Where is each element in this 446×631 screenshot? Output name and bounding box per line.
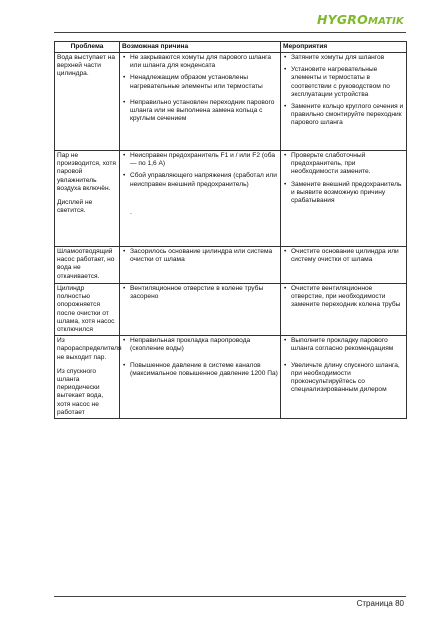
cause-item: • Сбой управляющего напряжения (сработал или неисправен внешний предохранитель) bbox=[122, 172, 278, 188]
troubleshooting-table bbox=[54, 41, 407, 419]
problem-text: Вода выступает на верхней части цилиндра. bbox=[57, 54, 116, 78]
table-row bbox=[55, 284, 407, 336]
action-cell bbox=[281, 151, 407, 247]
action-item: • Замените внешний предохранитель и выявите возможную причину срабатывания bbox=[283, 181, 404, 206]
action-item: • Замените кольцо круглого сечения и правильно смонтируйте переходник парового шланга bbox=[283, 103, 404, 128]
footer-rule bbox=[54, 596, 406, 597]
table-row bbox=[55, 53, 407, 151]
action-item: • Очистите вентиляционное отверстие, при необходимости замените переходник колена трубы bbox=[283, 285, 404, 310]
problem-text: Дисплей не светится. bbox=[57, 199, 93, 215]
action-cell bbox=[281, 53, 407, 151]
cause-item: • Неправильно установлен переходник парового шланга или не выполнена замена кольца с круглым сечением bbox=[122, 99, 278, 124]
cause-cell bbox=[120, 151, 281, 247]
logo-main-text: HYGRO bbox=[316, 12, 368, 27]
problem-cell bbox=[55, 336, 120, 419]
cause-cell bbox=[120, 336, 281, 419]
logo-sub-text: MATIK bbox=[367, 16, 404, 27]
cause-cell bbox=[120, 53, 281, 151]
problem-text: Цилиндр полностью опорожняется после очистки от шлама, хотя насос отключился bbox=[57, 285, 115, 334]
action-item: • Затяните хомуты для шлангов bbox=[283, 54, 404, 62]
cause-item: • Неисправен предохранитель F1 и / или F2 (оба — по 1,6 А) bbox=[122, 152, 278, 168]
table-row bbox=[55, 336, 407, 419]
header-actions: Мероприятия bbox=[281, 42, 407, 53]
action-item: • Очистите основание цилиндра или систему очистки от шлама bbox=[283, 248, 404, 264]
action-cell bbox=[281, 336, 407, 419]
problem-text: Шламоотводящий насос работает, но вода не откачивается. bbox=[57, 248, 115, 280]
header-problem: Проблема bbox=[55, 42, 120, 53]
problem-cell bbox=[55, 151, 120, 247]
header-rule bbox=[54, 32, 406, 33]
hygromatik-logo bbox=[317, 12, 404, 27]
cause-item: • Засорилось основание цилиндра или система очистки от шлама bbox=[122, 248, 278, 264]
problem-text: Пар не производится, хотя паровой увлажнитель воздуха включён. bbox=[57, 152, 116, 192]
cause-item: • Вентиляционное отверстие в колене трубы засорено bbox=[122, 285, 278, 301]
table-header-row bbox=[55, 42, 407, 53]
action-item: • Увеличьте длину спускного шланга, при необходимости проконсультируйтесь со специализированным дилером bbox=[283, 362, 404, 395]
stray-dot: . bbox=[130, 208, 132, 216]
cause-item: • Повышенное давление в системе каналов (максимальное повышенное давление 1200 Па) bbox=[122, 362, 278, 378]
action-item: • Установите нагревательные элементы и термостаты в соответствии с руководством по эксплуатации устройства bbox=[283, 66, 404, 99]
action-cell bbox=[281, 247, 407, 284]
table-row bbox=[55, 247, 407, 284]
action-item: • Выполните прокладку парового шланга согласно рекомендациям bbox=[283, 337, 404, 353]
page-number: Страница 80 bbox=[356, 599, 404, 608]
cause-item: • Ненадлежащим образом установлены нагревательные элементы или термостаты bbox=[122, 74, 278, 90]
problem-cell bbox=[55, 284, 120, 336]
action-cell bbox=[281, 284, 407, 336]
problem-text: Из парораспределителя не выходит пар. bbox=[57, 337, 122, 361]
cause-item: • Не закрываются хомуты для парового шланга или шланга для конденсата bbox=[122, 54, 278, 70]
problem-cell bbox=[55, 247, 120, 284]
cause-cell bbox=[120, 247, 281, 284]
header-cause: Возможная причина bbox=[120, 42, 281, 53]
cause-item: • Неправильная прокладка паропровода (скопление воды) bbox=[122, 337, 278, 353]
problem-text: Из спускного шланга периодически вытекает вода, хотя насос не работает bbox=[57, 367, 104, 416]
table-row bbox=[55, 151, 407, 247]
cause-cell bbox=[120, 284, 281, 336]
problem-cell bbox=[55, 53, 120, 151]
action-item: • Проверьте слаботочный предохранитель, при необходимости замените. bbox=[283, 152, 404, 177]
